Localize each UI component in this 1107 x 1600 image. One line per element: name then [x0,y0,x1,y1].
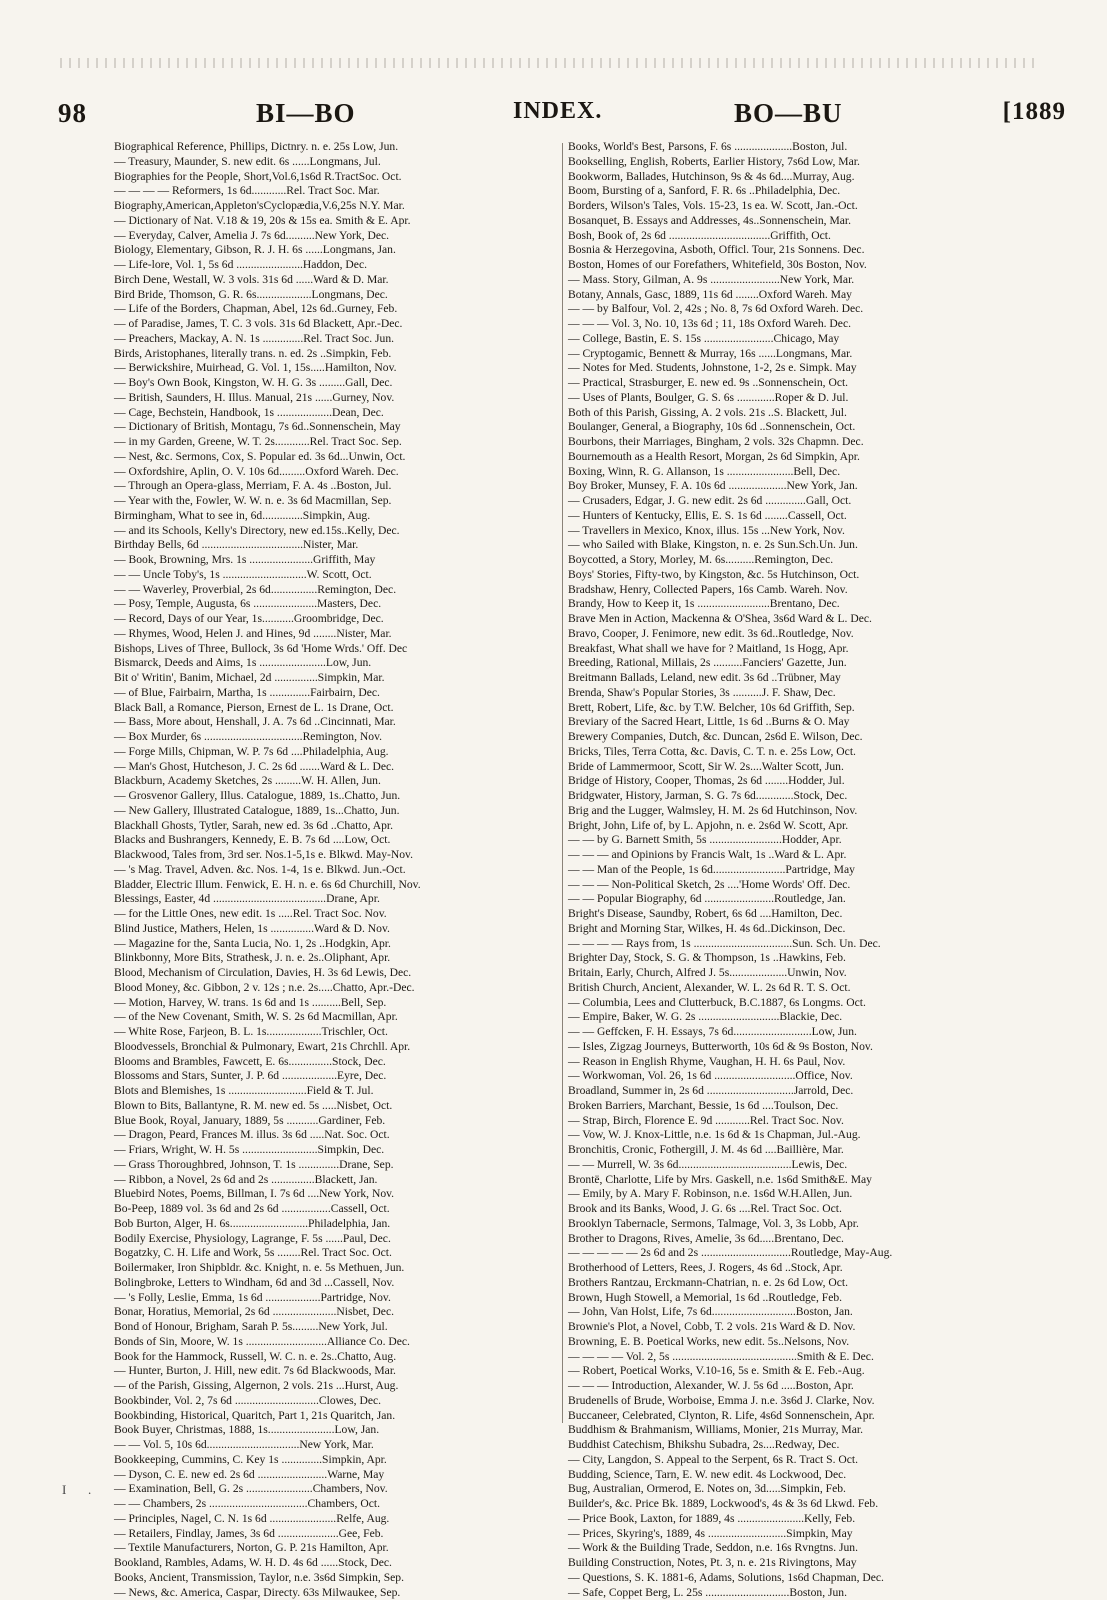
index-entry: — in my Garden, Greene, W. T. 2s............Rel. Tract Soc. Sep. [114,435,560,450]
index-entry: Bit o' Writin', Banim, Michael, 2d ...............Simpkin, Mar. [114,671,560,686]
index-entry: Blooms and Brambles, Fawcett, E. 6s...............Stock, Dec. [114,1055,560,1070]
index-entry: — Mass. Story, Gilman, A. 9s ........................New York, Mar. [568,273,1014,288]
index-entry: Blots and Blemishes, 1s ...........................Field & T. Jul. [114,1084,560,1099]
index-entry: — 's Mag. Travel, Adven. &c. Nos. 1-4, 1s e. Blkwd. Jun.-Oct. [114,863,560,878]
index-entry: — — Man of the People, 1s 6d.........................Partridge, May [568,863,1014,878]
index-entry: — Nest, &c. Sermons, Cox, S. Popular ed. 3s 6d...Unwin, Oct. [114,450,560,465]
index-entry: Brown, Hugh Stowell, a Memorial, 1s 6d ..Routledge, Feb. [568,1291,1014,1306]
index-entry: — Hunters of Kentucky, Ellis, E. S. 1s 6d ........Cassell, Oct. [568,509,1014,524]
index-entry: — — by Balfour, Vol. 2, 42s ; No. 8, 7s 6d Oxford Wareh. Dec. [568,302,1014,317]
index-entry: — Box Murder, 6s ..................................Remington, Nov. [114,730,560,745]
index-entry: Blood Money, &c. Gibbon, 2 v. 12s ; n.e. 2s.....Chatto, Apr.-Dec. [114,981,560,996]
index-entry: Britain, Early, Church, Alfred J. 5s....................Unwin, Nov. [568,966,1014,981]
index-entry: Brenda, Shaw's Popular Stories, 3s ..........J. F. Shaw, Dec. [568,686,1014,701]
right-index-column [568,140,1014,1440]
index-entry: — — — Vol. 3, No. 10, 13s 6d ; 11, 18s Oxford Wareh. Dec. [568,317,1014,332]
index-entry: — 's Folly, Leslie, Emma, 1s 6d ...................Partridge, Nov. [114,1291,560,1306]
bottom-mark-1: I [62,1482,66,1498]
index-entry: — Emily, by A. Mary F. Robinson, n.e. 1s6d W.H.Allen, Jun. [568,1187,1014,1202]
index-entry: Brotherhood of Letters, Rees, J. Rogers, 4s 6d ..Stock, Apr. [568,1261,1014,1276]
index-entry: — for the Little Ones, new edit. 1s .....Rel. Tract Soc. Nov. [114,907,560,922]
index-entry: — New Gallery, Illustrated Catalogue, 1889, 1s...Chatto, Jun. [114,804,560,819]
index-entry: Bravo, Cooper, J. Fenimore, new edit. 3s 6d..Routledge, Nov. [568,627,1014,642]
index-entry: Breitmann Ballads, Leland, new edit. 3s 6d ..Trübner, May [568,671,1014,686]
index-entry: Borders, Wilson's Tales, Vols. 15-23, 1s ea. W. Scott, Jan.-Oct. [568,199,1014,214]
index-entry: Brandy, How to Keep it, 1s .........................Brentano, Dec. [568,597,1014,612]
index-entry: — British, Saunders, H. Illus. Manual, 21s ......Gurney, Nov. [114,391,560,406]
index-entry: Bookworm, Ballades, Hutchinson, 9s & 4s 6d....Murray, Aug. [568,170,1014,185]
index-entry: — Ribbon, a Novel, 2s 6d and 2s ...............Blackett, Jan. [114,1173,560,1188]
index-entry: Biology, Elementary, Gibson, R. J. H. 6s ......Longmans, Jan. [114,243,560,258]
index-entry: — Isles, Zigzag Journeys, Butterworth, 10s 6d & 9s Boston, Nov. [568,1040,1014,1055]
index-entry: — College, Bastin, E. S. 15s ........................Chicago, May [568,332,1014,347]
index-entry: Blackhall Ghosts, Tytler, Sarah, new ed. 3s 6d ..Chatto, Apr. [114,819,560,834]
index-entry: Boxing, Winn, R. G. Allanson, 1s .......................Bell, Dec. [568,465,1014,480]
index-entry: — Record, Days of our Year, 1s...........Groombridge, Dec. [114,612,560,627]
page-header [58,98,1066,132]
index-entry: — Treasury, Maunder, S. new edit. 6s ......Longmans, Jul. [114,155,560,170]
index-entry: — — by G. Barnett Smith, 5s .........................Hodder, Apr. [568,833,1014,848]
index-entry: Biography,American,Appleton'sCyclopædia,V.6,25s N.Y. Mar. [114,199,560,214]
index-entry: — Forge Mills, Chipman, W. P. 7s 6d ....Philadelphia, Aug. [114,745,560,760]
index-entry: — Crusaders, Edgar, J. G. new edit. 2s 6d ..............Gall, Oct. [568,494,1014,509]
index-entry: Bosnia & Herzegovina, Asboth, Officl. Tour, 21s Sonnens. Dec. [568,243,1014,258]
index-entry: — — — Non-Political Sketch, 2s ....'Home Words' Off. Dec. [568,878,1014,893]
index-entry: — of the New Covenant, Smith, W. S. 2s 6d Macmillan, Apr. [114,1010,560,1025]
index-entry: — Life of the Borders, Chapman, Abel, 12s 6d..Gurney, Feb. [114,302,560,317]
index-entry: — Berwickshire, Muirhead, G. Vol. 1, 15s.....Hamilton, Nov. [114,361,560,376]
index-entry: — Bass, More about, Henshall, J. A. 7s 6d ..Cincinnati, Mar. [114,715,560,730]
index-entry: — Grass Thoroughbred, Johnson, T. 1s ..............Drane, Sep. [114,1158,560,1173]
index-title: INDEX. [513,98,602,125]
index-entry: Blossoms and Stars, Sunter, J. P. 6d ...................Eyre, Dec. [114,1069,560,1084]
index-entry: Bluebird Notes, Poems, Billman, I. 7s 6d ....New York, Nov. [114,1187,560,1202]
index-entry: Biographies for the People, Short,Vol.6,1s6d R.TractSoc. Oct. [114,170,560,185]
index-entry: — Safe, Coppet Berg, L. 25s .............................Boston, Jun. [568,1586,1014,1600]
index-entry: Blackwood, Tales from, 3rd ser. Nos.1-5,1s e. Blkwd. May-Nov. [114,848,560,863]
index-entry: Bladder, Electric Illum. Fenwick, E. H. n. e. 6s 6d Churchill, Nov. [114,878,560,893]
index-entry: Bright's Disease, Saundby, Robert, 6s 6d ....Hamilton, Dec. [568,907,1014,922]
index-entry: Blinkbonny, More Bits, Strathesk, J. n. e. 2s..Oliphant, Apr. [114,951,560,966]
index-entry: — Everyday, Calver, Amelia J. 7s 6d..........New York, Dec. [114,229,560,244]
index-entry: Blessings, Easter, 4d .......................................Drane, Apr. [114,892,560,907]
index-entry: — Book, Browning, Mrs. 1s ......................Griffith, May [114,553,560,568]
index-entry: Brig and the Lugger, Walmsley, H. M. 2s 6d Hutchinson, Nov. [568,804,1014,819]
index-entry: Browning, E. B. Poetical Works, new edit. 5s..Nelsons, Nov. [568,1335,1014,1350]
right-range-heading: BO—BU [734,98,843,129]
index-entry: Brook and its Banks, Wood, J. G. 6s ....Rel. Tract Soc. Oct. [568,1202,1014,1217]
index-entry: Brewery Companies, Dutch, &c. Duncan, 2s6d E. Wilson, Dec. [568,730,1014,745]
index-entry: — Work & the Building Trade, Seddon, n.e. 16s Rvngtns. Jun. [568,1541,1014,1556]
index-entry: — Posy, Temple, Augusta, 6s ......................Masters, Dec. [114,597,560,612]
index-entry: Buddhism & Brahmanism, Williams, Monier, 21s Murray, Mar. [568,1423,1014,1438]
index-entry: Blind Justice, Mathers, Helen, 1s ...............Ward & D. Nov. [114,922,560,937]
index-entry: — Friars, Wright, W. H. 5s ..........................Simpkin, Dec. [114,1143,560,1158]
index-entry: Bosanquet, B. Essays and Addresses, 4s..Sonnenschein, Mar. [568,214,1014,229]
index-entry: Budding, Science, Tarn, E. W. new edit. 4s Lockwood, Dec. [568,1468,1014,1483]
index-entry: — City, Langdon, S. Appeal to the Serpent, 6s R. Tract S. Oct. [568,1453,1014,1468]
index-entry: Blood, Mechanism of Circulation, Davies, H. 3s 6d Lewis, Dec. [114,966,560,981]
index-entry: — — Murrell, W. 3s 6d.......................................Lewis, Dec. [568,1158,1014,1173]
index-entry: — — — — Rays from, 1s ..................................Sun. Sch. Un. Dec. [568,937,1014,952]
index-entry: Bishops, Lives of Three, Bullock, 3s 6d 'Home Wrds.' Off. Dec [114,642,560,657]
index-entry: Bodily Exercise, Physiology, Lagrange, F. 5s ......Paul, Dec. [114,1232,560,1247]
index-entry: Bradshaw, Henry, Collected Papers, 16s Camb. Wareh. Nov. [568,583,1014,598]
index-entry: Birch Dene, Westall, W. 3 vols. 31s 6d ......Ward & D. Mar. [114,273,560,288]
index-entry: Bride of Lammermoor, Scott, Sir W. 2s....Walter Scott, Jun. [568,760,1014,775]
index-entry: Boy Broker, Munsey, F. A. 10s 6d ....................New York, Jan. [568,479,1014,494]
index-entry: Boilermaker, Iron Shipbldr. &c. Knight, n. e. 5s Methuen, Jun. [114,1261,560,1276]
index-entry: Brothers Rantzau, Erckmann-Chatrian, n. e. 2s 6d Low, Oct. [568,1276,1014,1291]
index-entry: — Dragon, Peard, Frances M. illus. 3s 6d .....Nat. Soc. Oct. [114,1128,560,1143]
index-entry: — Preachers, Mackay, A. N. 1s ..............Rel. Tract Soc. Jun. [114,332,560,347]
index-entry: Biographical Reference, Phillips, Dictnry. n. e. 25s Low, Jun. [114,140,560,155]
index-entry: — Principles, Nagel, C. N. 1s 6d .......................Relfe, Aug. [114,1512,560,1527]
index-entry: — Cryptogamic, Bennett & Murray, 16s ......Longmans, Mar. [568,347,1014,362]
index-entry: Books, World's Best, Parsons, F. 6s ....................Boston, Jul. [568,140,1014,155]
index-entry: Brave Men in Action, Mackenna & O'Shea, 3s6d Ward & L. Dec. [568,612,1014,627]
index-entry: — Questions, S. K. 1881-6, Adams, Solutions, 1s6d Chapman, Dec. [568,1571,1014,1586]
index-entry: Bookbinder, Vol. 2, 7s 6d .............................Clowes, Dec. [114,1394,560,1409]
index-entry: Boulanger, General, a Biography, 10s 6d ..Sonnenschein, Oct. [568,420,1014,435]
index-entry: Bond of Honour, Brigham, Sarah P. 5s.........New York, Jul. [114,1320,560,1335]
index-entry: Brooklyn Tabernacle, Sermons, Talmage, Vol. 3, 3s Lobb, Apr. [568,1217,1014,1232]
index-entry: — who Sailed with Blake, Kingston, n. e. 2s Sun.Sch.Un. Jun. [568,538,1014,553]
index-entry: — Uses of Plants, Boulger, G. S. 6s .............Roper & D. Jul. [568,391,1014,406]
index-entry: Birds, Aristophanes, literally trans. n. ed. 2s ..Simpkin, Feb. [114,347,560,362]
index-entry: — Price Book, Laxton, for 1889, 4s .......................Kelly, Feb. [568,1512,1014,1527]
index-entry: — Motion, Harvey, W. trans. 1s 6d and 1s ..........Bell, Sep. [114,996,560,1011]
page-number: 98 [58,98,87,129]
index-entry: Book Buyer, Christmas, 1888, 1s.......................Low, Jan. [114,1423,560,1438]
index-entry: Both of this Parish, Gissing, A. 2 vols. 21s ..S. Blackett, Jul. [568,406,1014,421]
index-entry: Botany, Annals, Gasc, 1889, 11s 6d ........Oxford Wareh. May [568,288,1014,303]
index-entry: — — — Introduction, Alexander, W. J. 5s 6d .....Boston, Apr. [568,1379,1014,1394]
index-entry: Bricks, Tiles, Terra Cotta, &c. Davis, C. T. n. e. 25s Low, Oct. [568,745,1014,760]
index-entry: Bookselling, English, Roberts, Earlier History, 7s6d Low, Mar. [568,155,1014,170]
index-entry: — White Rose, Farjeon, B. L. 1s...................Trischler, Oct. [114,1025,560,1040]
index-entry: — Strap, Birch, Florence E. 9d ............Rel. Tract Soc. Nov. [568,1114,1014,1129]
index-entry: Bournemouth as a Health Resort, Morgan, 2s 6d Simpkin, Apr. [568,450,1014,465]
index-entry: Birthday Bells, 6d ...................................Nister, Mar. [114,538,560,553]
index-entry: Bourbons, their Marriages, Bingham, 2 vols. 32s Chapmn. Dec. [568,435,1014,450]
index-entry: — Retailers, Findlay, James, 3s 6d .....................Gee, Feb. [114,1527,560,1542]
index-entry: British Church, Ancient, Alexander, W. L. 2s 6d R. T. S. Oct. [568,981,1014,996]
index-entry: — Rhymes, Wood, Helen J. and Hines, 9d ........Nister, Mar. [114,627,560,642]
index-entry: Brontë, Charlotte, Life by Mrs. Gaskell, n.e. 1s6d Smith&E. May [568,1173,1014,1188]
year-heading: [1889 [1003,98,1066,126]
index-entry: Boycotted, a Story, Morley, M. 6s..........Remington, Dec. [568,553,1014,568]
index-entry: — — Geffcken, F. H. Essays, 7s 6d...........................Low, Jun. [568,1025,1014,1040]
index-entry: — Boy's Own Book, Kingston, W. H. G. 3s .........Gall, Dec. [114,376,560,391]
index-entry: Bridge of History, Cooper, Thomas, 2s 6d ........Hodder, Jul. [568,774,1014,789]
index-entry: Breakfast, What shall we have for ? Maitland, 1s Hogg, Apr. [568,642,1014,657]
index-entry: — Dictionary of Nat. V.18 & 19, 20s & 15s ea. Smith & E. Apr. [114,214,560,229]
index-entry: Bookbinding, Historical, Quaritch, Part 1, 21s Quaritch, Jan. [114,1409,560,1424]
index-entry: Bird Bride, Thomson, G. R. 6s...................Longmans, Dec. [114,288,560,303]
index-entry: — Oxfordshire, Aplin, O. V. 10s 6d.........Oxford Wareh. Dec. [114,465,560,480]
index-entry: Brett, Robert, Life, &c. by T.W. Belcher, 10s 6d Griffith, Sep. [568,701,1014,716]
left-range-heading: BI—BO [256,98,356,129]
index-entry: Bogatzky, C. H. Life and Work, 5s ........Rel. Tract Soc. Oct. [114,1246,560,1261]
index-entry: Blacks and Bushrangers, Kennedy, E. B. 7s 6d ....Low, Oct. [114,833,560,848]
index-entry: — Examination, Bell, G. 2s .......................Chambers, Nov. [114,1482,560,1497]
index-entry: Bright and Morning Star, Wilkes, H. 4s 6d..Dickinson, Dec. [568,922,1014,937]
index-entry: Blue Book, Royal, January, 1889, 5s ...........Gardiner, Feb. [114,1114,560,1129]
index-entry: Bo-Peep, 1889 vol. 3s 6d and 2s 6d .................Cassell, Oct. [114,1202,560,1217]
index-entry: — Practical, Strasburger, E. new ed. 9s ..Sonnenschein, Oct. [568,376,1014,391]
index-entry: — Man's Ghost, Hutcheson, J. C. 2s 6d .......Ward & L. Dec. [114,760,560,775]
index-entry: — Notes for Med. Students, Johnstone, 1-2, 2s e. Simpk. May [568,361,1014,376]
index-entry: Bolingbroke, Letters to Windham, 6d and 3d ...Cassell, Nov. [114,1276,560,1291]
index-entry: — Textile Manufacturers, Norton, G. P. 21s Hamilton, Apr. [114,1541,560,1556]
index-entry: Buccaneer, Celebrated, Clynton, R. Life, 4s6d Sonnenschein, Apr. [568,1409,1014,1424]
index-entry: — — Vol. 5, 10s 6d................................New York, Mar. [114,1438,560,1453]
index-entry: — — Waverley, Proverbial, 2s 6d................Remington, Dec. [114,583,560,598]
index-entry: Breeding, Rational, Millais, 2s ..........Fanciers' Gazette, Jun. [568,656,1014,671]
index-entry: Boom, Bursting of a, Sanford, F. R. 6s ..Philadelphia, Dec. [568,184,1014,199]
index-entry: Bookkeeping, Cummins, C. Key 1s ..............Simpkin, Apr. [114,1453,560,1468]
index-entry: — Prices, Skyring's, 1889, 4s ...........................Simpkin, May [568,1527,1014,1542]
index-entry: Broadland, Summer in, 2s 6d ..............................Jarrold, Dec. [568,1084,1014,1099]
index-entry: Brownie's Plot, a Novel, Cobb, T. 2 vols. 21s Ward & D. Nov. [568,1320,1014,1335]
index-entry: Bug, Australian, Ormerod, E. Notes on, 3d.....Simpkin, Feb. [568,1482,1014,1497]
index-entry: — Reason in English Rhyme, Vaughan, H. H. 6s Paul, Nov. [568,1055,1014,1070]
index-entry: — — — — — 2s 6d and 2s ...............................Routledge, May-Aug. [568,1246,1014,1261]
index-entry: — Empire, Baker, W. G. 2s ............................Blackie, Dec. [568,1010,1014,1025]
index-entry: — Columbia, Lees and Clutterbuck, B.C.1887, 6s Longms. Oct. [568,996,1014,1011]
index-entry: — News, &c. America, Caspar, Directy. 63s Milwaukee, Sep. [114,1586,560,1600]
index-entry: Breviary of the Sacred Heart, Little, 1s 6d ..Burns & O. May [568,715,1014,730]
index-entry: Buddhist Catechism, Bhikshu Subadra, 2s....Redway, Dec. [568,1438,1014,1453]
bottom-mark-2: . [88,1482,91,1498]
index-entry: Builder's, &c. Price Bk. 1889, Lockwood's, 4s & 3s 6d Lkwd. Feb. [568,1497,1014,1512]
index-entry: — and its Schools, Kelly's Directory, new ed.15s..Kelly, Dec. [114,524,560,539]
index-entry: — Workwoman, Vol. 26, 1s 6d ............................Office, Nov. [568,1069,1014,1084]
paper-speckle-strip [60,58,1040,68]
index-entry: — Hunter, Burton, J. Hill, new edit. 7s 6d Blackwoods, Mar. [114,1364,560,1379]
index-entry: Bright, John, Life of, by L. Apjohn, n. e. 2s6d W. Scott, Apr. [568,819,1014,834]
index-entry: — Vow, W. J. Knox-Little, n.e. 1s 6d & 1s Chapman, Jul.-Aug. [568,1128,1014,1143]
index-entry: Bloodvessels, Bronchial & Pulmonary, Ewart, 21s Chrchll. Apr. [114,1040,560,1055]
left-index-column [114,140,560,1440]
index-entry: — of Paradise, James, T. C. 3 vols. 31s 6d Blackett, Apr.-Dec. [114,317,560,332]
index-entry: Building Construction, Notes, Pt. 3, n. e. 21s Rivingtons, May [568,1556,1014,1571]
index-entry: — Through an Opera-glass, Merriam, F. A. 4s ..Boston, Jul. [114,479,560,494]
index-entry: Birmingham, What to see in, 6d..............Simpkin, Aug. [114,509,560,524]
index-entry: — Travellers in Mexico, Knox, illus. 15s ...New York, Nov. [568,524,1014,539]
index-entry: Bob Burton, Alger, H. 6s...........................Philadelphia, Jan. [114,1217,560,1232]
index-entry: Bridgwater, History, Jarman, S. G. 7s 6d.............Stock, Dec. [568,789,1014,804]
index-entry: Bonds of Sin, Moore, W. 1s ............................Alliance Co. Dec. [114,1335,560,1350]
index-entry: Books, Ancient, Transmission, Taylor, n.e. 3s6d Simpkin, Sep. [114,1571,560,1586]
index-entry: — of Blue, Fairbairn, Martha, 1s ..............Fairbairn, Dec. [114,686,560,701]
index-entry: Brother to Dragons, Rives, Amelie, 3s 6d.....Brentano, Dec. [568,1232,1014,1247]
index-entry: Blown to Bits, Ballantyne, R. M. new ed. 5s .....Nisbet, Oct. [114,1099,560,1114]
index-entry: Boston, Homes of our Forefathers, Whitefield, 30s Boston, Nov. [568,258,1014,273]
index-entry: — Dyson, C. E. new ed. 2s 6d ........................Warne, May [114,1468,560,1483]
index-entry: Broken Barriers, Marchant, Bessie, 1s 6d ....Toulson, Dec. [568,1099,1014,1114]
index-entry: — — Chambers, 2s ..................................Chambers, Oct. [114,1497,560,1512]
index-entry: — — — and Opinions by Francis Walt, 1s ..Ward & L. Apr. [568,848,1014,863]
index-entry: — — — — Vol. 2, 5s ...........................................Smith & E. Dec. [568,1350,1014,1365]
index-entry: — Year with the, Fowler, W. W. n. e. 3s 6d Macmillan, Sep. [114,494,560,509]
index-entry: — — — — Reformers, 1s 6d............Rel. Tract Soc. Mar. [114,184,560,199]
index-entry: Blackburn, Academy Sketches, 2s .........W. H. Allen, Jun. [114,774,560,789]
index-entry: — John, Van Holst, Life, 7s 6d.............................Boston, Jan. [568,1305,1014,1320]
index-entry: Brighter Day, Stock, S. G. & Thompson, 1s ..Hawkins, Feb. [568,951,1014,966]
index-entry: Bookland, Rambles, Adams, W. H. D. 4s 6d ......Stock, Dec. [114,1556,560,1571]
index-entry: — Grosvenor Gallery, Illus. Catalogue, 1889, 1s..Chatto, Jun. [114,789,560,804]
index-entry: — — Uncle Toby's, 1s .............................W. Scott, Oct. [114,568,560,583]
column-divider [562,143,563,1423]
index-entry: — Dictionary of British, Montagu, 7s 6d..Sonnenschein, May [114,420,560,435]
index-entry: — Life-lore, Vol. 1, 5s 6d .......................Haddon, Dec. [114,258,560,273]
index-entry: — Cage, Bechstein, Handbook, 1s ...................Dean, Dec. [114,406,560,421]
index-entry: Bismarck, Deeds and Aims, 1s .......................Low, Jun. [114,656,560,671]
index-entry: — Robert, Poetical Works, V.10-16, 5s e. Smith & E. Feb.-Aug. [568,1364,1014,1379]
index-entry: Bronchitis, Cronic, Fothergill, J. M. 4s 6d ....Baillière, Mar. [568,1143,1014,1158]
index-entry: — of the Parish, Gissing, Algernon, 2 vols. 21s ...Hurst, Aug. [114,1379,560,1394]
index-entry: Brudenells of Brude, Worboise, Emma J. n.e. 3s6d J. Clarke, Nov. [568,1394,1014,1409]
index-entry: Boys' Stories, Fifty-two, by Kingston, &c. 5s Hutchinson, Oct. [568,568,1014,583]
index-entry: Black Ball, a Romance, Pierson, Ernest de L. 1s Drane, Oct. [114,701,560,716]
index-entry: — — Popular Biography, 6d ........................Routledge, Jan. [568,892,1014,907]
index-entry: Bonar, Horatius, Memorial, 2s 6d ......................Nisbet, Dec. [114,1305,560,1320]
index-entry: Book for the Hammock, Russell, W. C. n. e. 2s..Chatto, Aug. [114,1350,560,1365]
index-entry: — Magazine for the, Santa Lucia, No. 1, 2s ..Hodgkin, Apr. [114,937,560,952]
index-entry: Bosh, Book of, 2s 6d ...................................Griffith, Oct. [568,229,1014,244]
